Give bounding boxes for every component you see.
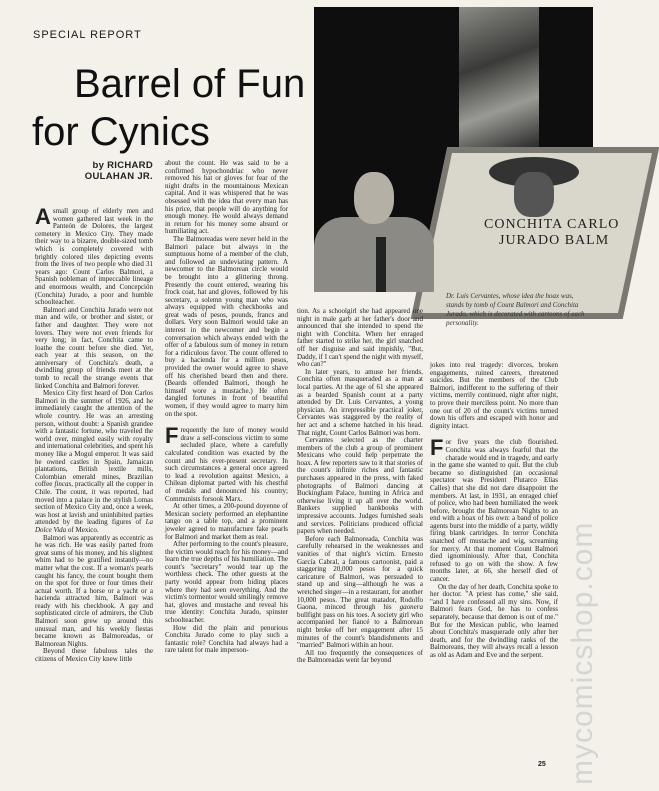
paragraph (430, 362, 558, 430)
paragraph (165, 541, 288, 625)
photo-cartoon-face (514, 172, 554, 217)
byline-line-2: OULAHAN JR. (84, 171, 153, 182)
title-line-1: Barrel of Fun (74, 62, 306, 106)
photo-man-jacket (314, 217, 434, 292)
text-run: of Mexico. (66, 525, 99, 534)
text-run: In later years, to amuse her friends, Conchita often masqueraded as a man at local parties. At the age of 61 she appeared as a bearded Spanish count at a party attended by Dr. Luis Cervantes, a young physician. An irrepressible practical joker, Cervantes was staggered by the reality of her act and a scheme hatched in his head. That night, Count Carlos Balmori was born. (297, 367, 423, 437)
text-column-2 (165, 160, 288, 655)
text-run: Balmori was apparently as eccentric as he was rich. He was easily parted from great sums of his money, and his slightest whim had to be gratified instantly—no matter what the cost. If a woman's pearls caught his fancy, the count bought them on the spot for three or four times their actual worth. If a horse or a yacht or a hacienda attracted him, Balmori was ready with his checkbook. A gay and sophisticated circle of admirers, the Club Balmori soon grew up around this unusual man, and his weekly fiestas became known as Balmoreadas, or Balmorean Nights. (35, 533, 153, 648)
paragraph (297, 536, 423, 650)
photo-man-tie (376, 237, 386, 292)
text-run: Mexico City first heard of Don Carlos Balmori in the summer of 1926, and he immediately caught the attention of the whole country. He was an arresting person, without doubt: a Spanish grandee with a fantastic fortune, who traveled the world over, mingled easily with royalty and international celebrities, and spent his money like a Mogul emperor. It was said he owned castles in Spain, Jamaican plantations, British textile mills, Colombian emerald mines, Brazilian coffee (35, 389, 153, 489)
article-photo (314, 7, 620, 288)
text-column-4 (430, 362, 558, 660)
photo-background-foliage (459, 7, 539, 147)
text-run: At other times, a 200-pound doyenne of Mexican society performed an elephantine tango on a table top, and a prominent jeweler agreed to manufacture fake pearls for Balmori and market them as real. (165, 502, 288, 541)
paragraph (35, 307, 153, 391)
drop-cap: A (35, 204, 51, 229)
drop-cap: F (165, 423, 179, 449)
paragraph (165, 423, 288, 503)
text-run: How did the plain and penurious Conchita Jurado come to play such a fantastic role? Conchita had always had a rare talent for male imperson- (165, 623, 288, 655)
text-run: tion. As a schoolgirl she had appeared one night in male garb at her father's door and announced that she intended to spend the night with Conchita. When her enraged father started to strike her, the girl snatched off her disguise and said impishly, "But, Daddy, if I can't spend the night with myself, who can?" (297, 307, 424, 369)
drop-cap: F (430, 435, 444, 461)
paragraph (35, 204, 153, 307)
text-column-3 (297, 308, 423, 665)
paragraph (165, 236, 288, 418)
paragraph (297, 369, 423, 437)
text-run: The Balmoreadas were never held in the Balmori palace but always in the sumptuous home of a member of the club, and followed an undeviating pattern. A newcomer to the Balmorean circle would be brought into a glittering throng. Presently the count entered, wearing his frock coat, hat and gloves, followed by his secretary, a solemn young man who was always equipped with checkbooks and great wads of pesos, pounds, francs and dollars. Very soon Balmori would take an interest in the newcomer and begin a conversation which always ended with the offer of a fabulous sum of money in return for a ridiculous favor. The count offered to buy a hacienda for a million pesos, provided the owner would agree to shave off his cherished beard then and there. (Beards offended Balmori, though he himself wore a mustache.) He often dangled fortunes in front of beautiful women, if they would agree to marry him on the spot. (165, 234, 288, 418)
page-number: 25 (538, 761, 546, 768)
text-run: about the count. He was said to be a confirmed hypochondriac who never removed his hat or gloves for fear of the night drafts in the mountainous Mexican capital. And it was whispered that he was obsessed with the idea that every man has his price, that people will do anything for enough money. He would always demand in return for his money some absurd or humiliating act. (165, 159, 288, 236)
text-run: All too frequently the consequences of the Balmoreadas went far beyond (297, 648, 423, 665)
paragraph (35, 390, 153, 534)
paragraph (430, 584, 558, 660)
italic-text: La Dolce Vida (35, 518, 153, 534)
text-run: On the day of her death, Conchita spoke to her doctor. "A priest has come," she said, "and I have confessed all my sins. Now, if Balmori fears God, he has to confess separately, because that demon is out of me." But for the Mexican public, who learned about Conchita's masquerade only after her death, and for the dwindling ranks of the Balmoreans, they will always recall a lesson as old as Adam and Eve and the serpent. (430, 582, 558, 659)
title-line-2: for Cynics (32, 110, 210, 154)
text-run: or five years the club flourished. Conchita was always fearful that the charade would end in tragedy, and early in the game she wanted to quit. But the club became so distinguished (an occasional spectator was President Plutarco Elías Calles) that she did not dare disappoint the members. At last, in 1931, an enraged chief of police, who had been humiliated the week before, brought the Balmorean Nights to an end with a hoax of his own: a band of police agents burst into the middle of a party, wildly firing blank cartridges. In terror Conchita snatched off mustache and wig, screaming for mercy. At that moment Count Balmori died ignominiously. After that, Conchita refused to go on with the show. A few months later, at 66, she herself died of cancer. (430, 438, 558, 584)
paragraph (165, 160, 288, 236)
text-run: small group of elderly men and women gathered last week in the Panteón de Dolores, the largest cemetery in Mexico City. They made their way to a bizarre, double-sized tomb which is completely covered with brightly colored tiles depicting events from the lives of two people who died 31 years ago: Count Carlos Balmori, a Spanish nobleman of impeccable lineage and enormous wealth, and Concepción (Conchita) Jurado, a poor and humble schoolteacher. (35, 207, 153, 307)
paragraph (35, 535, 153, 649)
byline (35, 160, 153, 182)
text-run: Beyond these fabulous tales the citizens of Mexico City knew little (35, 647, 153, 664)
text-column-1 (35, 204, 153, 664)
italic-text: fincas (54, 480, 72, 489)
watermark: mycomicshop.com (566, 521, 599, 785)
text-run: Before each Balmoreada, Conchita was carefully rehearsed in the weaknesses and vanities of that night's victim. Ernesto García Cabral, a famous cartoonist, paid a staggering 20,000 pesos for a quick caricature of Balmori, was persuaded to stand up and sing—although he was a wretched singer—in a restaurant, for another 10,000 pesos. The great matador, Rodolfo Gaona, minced through his (297, 534, 423, 612)
paragraph (297, 437, 423, 536)
text-run: bullfight pass on his toes. A society girl who accompanied her fiancé to a Balmorean night broke off her engagement after 15 minutes of the count's blandishments and "married" Balmori within an hour. (297, 610, 423, 650)
paragraph (297, 308, 423, 369)
paragraph (165, 503, 288, 541)
paragraph (430, 435, 558, 584)
byline-line-1: by RICHARD (92, 160, 153, 171)
italic-text: gaonera (399, 603, 423, 612)
text-run: requently the lure of money would draw a self-conscious victim to some secluded place, where a carefully calculated condition was exacted by the count and his ever-present secretary. In such circumstances a general once agreed to lead a revolution against Mexico, a Chilean diplomat parted with his chestful of medals and denounced his country; Communists forsook Marx. (165, 426, 288, 503)
text-run: After performing to the count's pleasure, the victim would reach for his money—and learn the true depths of his humiliation. The count's "secretary" would tear up the worthless check. The other guests at the party would appear from hiding places where they had seen everything. And the victim's tormentor would smilingly remove hat, gloves and mustache and reveal his true identity: Conchita Jurado, spinster schoolteacher. (165, 540, 288, 625)
photo-tomb-lettering-1: CONCHITA CARLO (484, 217, 620, 232)
photo-man-head (354, 172, 394, 224)
photo-caption: Dr. Luis Cervantes, whose idea the hoax was, stands by tomb of Count Balmori and Conchita Jurado, which is decorated with cartoons of each personality. (446, 292, 585, 327)
paragraph (35, 648, 153, 663)
text-run: jokes into real tragedy: divorces, broken engagements, ruined careers, threatened suicides. But the members of the Club Balmori, indifferent to the suffering of their victims, merrily continued, night after night, to prove their merciless point. No more than one out of 20 of the count's victims turned down his offers and escaped with honor and dignity intact. (430, 361, 558, 430)
photo-tomb-lettering-2: JURADO BALM (499, 233, 610, 248)
paragraph (297, 650, 423, 665)
paragraph (165, 625, 288, 655)
section-kicker: SPECIAL REPORT (33, 29, 142, 41)
text-run: Cervantes selected as the charter members of the club a group of prominent Mexicans who could help perpetrate the hoax. A few reporters saw to it that stories of the count's infinite riches and fantastic purchases appeared in the press, with faked photographs of Balmori dancing at Buckingham Palace, hunting in Africa and otherwise living it up all over the world. Bankers supplied bankbooks with impressive accounts. Judges furnished seals and services. Politicians produced official papers when needed. (297, 436, 423, 536)
text-run: , practically all the copper in Chile. The count, it was reported, had moved into a palace in the stylish Lomas section of Mexico City and, once a week, was host at lavish and uninhibited parties attended by the leading figures of (35, 480, 153, 527)
text-run: Balmori and Conchita Jurado were not man and wife, or brother and sister, or father and daughter. They were not lovers. They were not even friends for very long; in fact, Conchita came to loathe the count before she died. Yet, each year at this season, on the anniversary of Conchita's death, a dwindling group of friends meet at the tomb to recall the strange events that linked Conchita and Balmori forever. (35, 305, 153, 390)
